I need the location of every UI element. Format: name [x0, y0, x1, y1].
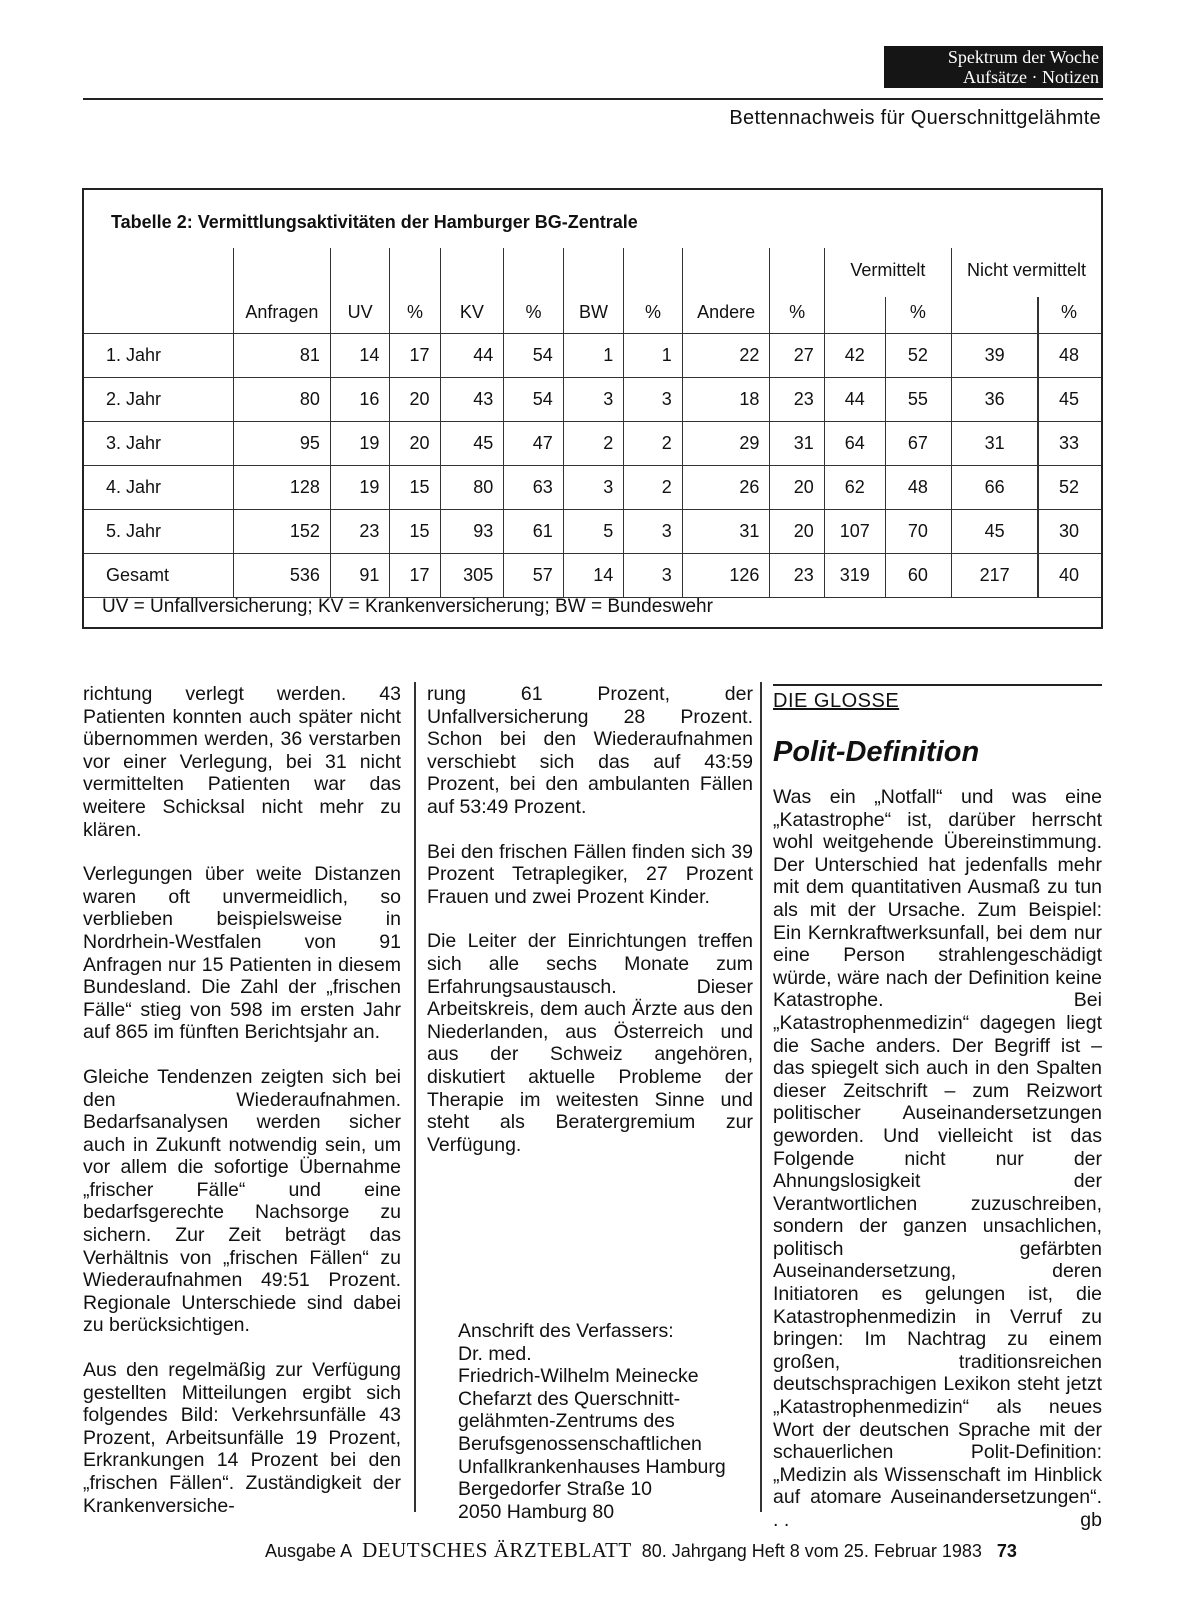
table-title: Tabelle 2: Vermittlungsaktivitäten der Hamburger BG-Zentrale [111, 212, 638, 232]
table-cell: 14 [563, 554, 624, 598]
table-cell-group [824, 554, 951, 598]
table-cell: 319 [839, 565, 870, 585]
page-footer [265, 1538, 1017, 1563]
paragraph: Bei den frischen Fällen finden sich 39 Prozent Tetraplegiker, 27 Prozent Frauen und zwei Prozent Kinder. [427, 840, 753, 908]
address-line: Anschrift des Verfassers: [458, 1320, 674, 1342]
table-cell: 60 [907, 565, 928, 585]
paragraph: Die Leiter der Einrichtungen treffen sich alle sechs Monate zum Erfahrungsaustausch. Dieser Arbeitskreis, dem auch Ärzte aus den Niederlanden, aus Österreich und aus der Schweiz angehören, diskutiert aktuelle Probleme der Therapie im weitesten Sinne und steht als Beratergremium zur Verfügung. [427, 930, 753, 1156]
table-cell: 91 [330, 554, 390, 598]
address-line: Friedrich-Wilhelm Meinecke [458, 1365, 699, 1388]
table-cell: 1. Jahr [84, 334, 233, 378]
header-cell: % [624, 248, 682, 334]
table-cell: 19 [330, 466, 390, 510]
table-cell: 2. Jahr [84, 378, 233, 422]
header-cell: KV [440, 248, 504, 334]
footer-issue: 80. Jahrgang Heft 8 vom 25. Februar 1983 [641, 1541, 982, 1561]
table-cell: 42 [844, 345, 865, 365]
table-cell: 20 [390, 378, 440, 422]
table-cell: 45 [984, 521, 1005, 541]
glosse-body: Was ein „Notfall“ und was eine „Katastrophe“ ist, darüber herrscht wohl weitgehende Übereinstimmung. Der Unterschied hat jedenfalls mehr mit dem quantitativen Ausmaß zu tun als mit der Ursache. Zum Beispiel: Ein Kernkraftwerksunfall, bei dem nur eine Person strahlengeschädigt würde, wäre nach der Definition keine Katastrophe. Bei „Katastrophenmedizin“ dagegen liegt die Sache anders. Der Begriff ist – das spiegelt sich auch in den Spalten dieser Zeitschrift – zum Reizwort politischer Auseinandersetzungen geworden. Und vielleicht ist das Folgende nicht nur der Ahnungslosigkeit der Verantwortlichen zuzuschreiben, sondern der ganzen unsachlichen, politisch gefärbten Auseinandersetzung, deren Initiatoren es gelungen ist, die Katastrophenmedizin in Verruf zu bringen: Im Nachtrag zu einem großen, traditionsreichen deutschsprachigen Lexikon steht jetzt „Katastrophenmedizin“ als neues Wort der deutschen Sprache mit der schauerlichen Polit-Definition: „Medizin als Wissenschaft im Hinblick auf atomare Auseinandersetzungen“. . . [773, 786, 1102, 1531]
table-cell: 45 [440, 422, 504, 466]
table-cell: 128 [233, 466, 330, 510]
glosse-signature: gb [1080, 1509, 1102, 1531]
table-cell: 44 [440, 334, 504, 378]
table-row [84, 554, 1101, 598]
table-cell: 2 [563, 422, 624, 466]
group-label-vermittelt: Vermittelt [850, 260, 926, 280]
table-header-row [84, 248, 1101, 334]
table-cell: 3 [624, 378, 682, 422]
table-cell: 1 [563, 334, 624, 378]
table-cell-group [952, 510, 1101, 554]
table-cell: 2 [624, 422, 682, 466]
table-cell: 44 [844, 389, 865, 409]
table-cell: 3 [563, 378, 624, 422]
table-cell: 23 [770, 378, 824, 422]
author-address [458, 1320, 726, 1523]
address-line: gelähmten-Zentrums des [458, 1410, 675, 1433]
paragraph: Verlegungen über weite Distanzen waren oft unvermeidlich, so verblieben beispielsweise in Nordrhein-Westfalen von 91 Anfragen nur 15 Patienten in diesem Bundesland. Die Zahl der „frischen Fälle“ stieg von 598 im ersten Jahr auf 865 im fünften Berichtsjahr an. [83, 863, 401, 1044]
table-cell: 54 [504, 378, 564, 422]
paragraph: Aus den regelmäßig zur Verfügung gestellten Mitteilungen ergibt sich folgendes Bild: Verkehrsunfälle 43 Prozent, Arbeitsunfälle 19 Prozent, Erkrankungen 14 Prozent bei den „frischen Fällen“. Zuständigkeit der Krankenversiche- [83, 1359, 401, 1517]
table-cell: 14 [330, 334, 390, 378]
table-cell: 31 [770, 422, 824, 466]
table-cell: 63 [504, 466, 564, 510]
header-cell: Anfragen [233, 248, 330, 334]
table-cell: 66 [984, 477, 1005, 497]
paragraph: rung 61 Prozent, der Unfallversicherung 28 Prozent. Schon bei den Wiederaufnahmen verschiebt sich das auf 43:59 Prozent, bei den ambulanten Fällen auf 53:49 Prozent. [427, 683, 753, 818]
header-vermittelt [824, 248, 951, 334]
header-rule [83, 98, 1103, 100]
table-cell: 1 [624, 334, 682, 378]
table-cell: 20 [390, 422, 440, 466]
table-cell: 3 [624, 554, 682, 598]
table-cell: 20 [770, 466, 824, 510]
address-line: Unfallkrankenhauses Hamburg [458, 1455, 726, 1478]
text-column-1 [83, 683, 401, 1539]
table-cell: 64 [844, 433, 865, 453]
address-line: 2050 Hamburg 80 [458, 1500, 615, 1523]
table-cell: 93 [440, 510, 504, 554]
table-cell: 3 [563, 466, 624, 510]
table-cell: 23 [770, 554, 824, 598]
table-row [84, 510, 1101, 554]
header-cell: % [504, 248, 564, 334]
table-cell: 45 [1059, 389, 1080, 409]
table-cell: 126 [682, 554, 770, 598]
header-pct: % [1061, 302, 1078, 322]
table-cell: 5 [563, 510, 624, 554]
table-row [84, 466, 1101, 510]
table-cell: 52 [1059, 477, 1080, 497]
table-cell: 29 [682, 422, 770, 466]
table-cell: 305 [440, 554, 504, 598]
table-cell: 61 [504, 510, 564, 554]
table-cell: 4. Jahr [84, 466, 233, 510]
table-cell: 33 [1059, 433, 1080, 453]
table-cell: 15 [390, 510, 440, 554]
table-box [82, 188, 1103, 629]
table-cell: 27 [770, 334, 824, 378]
table-cell: 48 [907, 477, 928, 497]
table-cell: 30 [1059, 521, 1080, 541]
paragraph: Gleiche Tendenzen zeigten sich bei den Wiederaufnahmen. Bedarfsanalysen werden sicher auch in Zukunft notwendig sein, um vor allem die sofortige Übernahme „frischer Fälle“ und eine bedarfsgerechte Nachsorge zu sichern. Zur Zeit beträgt das Verhältnis von „frischen Fällen“ zu Wiederaufnahmen 49:51 Prozent. Regionale Unterschiede sind dabei zu berücksichtigen. [83, 1065, 401, 1337]
glosse-label: DIE GLOSSE [773, 690, 900, 712]
table-cell: 43 [440, 378, 504, 422]
table-cell: 5. Jahr [84, 510, 233, 554]
table-cell: 52 [907, 345, 928, 365]
table-cell: 2 [624, 466, 682, 510]
data-table [84, 248, 1101, 598]
address-line: Chefarzt des Querschnitt- [458, 1387, 681, 1410]
table-cell: 70 [907, 521, 928, 541]
column-divider [414, 682, 416, 1512]
table-cell: 152 [233, 510, 330, 554]
address-line: Berufsgenossenschaftlichen [458, 1432, 702, 1455]
table-cell: 107 [839, 521, 870, 541]
table-cell: 80 [440, 466, 504, 510]
badge-line-2: Aufsätze · Notizen [963, 67, 1099, 87]
table-cell: 36 [984, 389, 1005, 409]
table-cell-group [824, 466, 951, 510]
table-row [84, 422, 1101, 466]
header-cell: Andere [682, 248, 770, 334]
table-cell: 536 [233, 554, 330, 598]
glosse-text [773, 786, 1102, 1532]
table-cell-group [824, 378, 951, 422]
table-cell-group [824, 334, 951, 378]
page-number: 73 [996, 1541, 1017, 1561]
table-cell: 31 [984, 433, 1005, 453]
table-cell: 54 [504, 334, 564, 378]
table-cell: 22 [682, 334, 770, 378]
table-cell: 95 [233, 422, 330, 466]
header-cell: BW [563, 248, 624, 334]
table-cell: 80 [233, 378, 330, 422]
table-cell-group [952, 378, 1101, 422]
table-cell: 15 [390, 466, 440, 510]
table-cell: 3 [624, 510, 682, 554]
table-cell: 3. Jahr [84, 422, 233, 466]
table-cell-group [824, 422, 951, 466]
glosse-column [773, 786, 1102, 1532]
text-column-2 [427, 683, 753, 1178]
address-line: Bergedorfer Straße 10 [458, 1478, 653, 1501]
table-cell-group [952, 466, 1101, 510]
table-legend: UV = Unfallversicherung; KV = Krankenversicherung; BW = Bundeswehr [102, 596, 713, 617]
group-label-nicht: Nicht vermittelt [967, 260, 1087, 280]
column-divider [760, 682, 762, 1512]
table-cell: 62 [844, 477, 865, 497]
address-line: Dr. med. [458, 1342, 532, 1365]
table-cell: 23 [330, 510, 390, 554]
footer-edition: Ausgabe A [265, 1541, 353, 1561]
footer-journal: DEUTSCHES ÄRZTEBLATT [362, 1538, 632, 1562]
table-cell: 17 [390, 334, 440, 378]
header-pct: % [909, 302, 926, 322]
table-cell: 39 [984, 345, 1005, 365]
badge-line-1: Spektrum der Woche [947, 47, 1099, 67]
table-cell: 55 [907, 389, 928, 409]
table-cell: 57 [504, 554, 564, 598]
paragraph: richtung verlegt werden. 43 Patienten konnten auch später nicht übernommen werden, 36 verstarben vor einer Verlegung, bei 31 nicht vermittelten Patienten war das weitere Schicksal nicht mehr zu klären. [83, 683, 401, 841]
table-cell: 26 [682, 466, 770, 510]
table-cell: 31 [682, 510, 770, 554]
table-cell: Gesamt [84, 554, 233, 598]
table-cell-group [824, 510, 951, 554]
table-row [84, 378, 1101, 422]
section-badge [884, 46, 1103, 88]
header-cell: UV [330, 248, 390, 334]
table-cell: 81 [233, 334, 330, 378]
header-cell: % [390, 248, 440, 334]
table-cell: 18 [682, 378, 770, 422]
table-body [84, 334, 1101, 598]
header-cell: % [770, 248, 824, 334]
table-cell: 67 [907, 433, 928, 453]
table-cell: 19 [330, 422, 390, 466]
table-cell: 40 [1059, 565, 1080, 585]
table-cell: 47 [504, 422, 564, 466]
table-cell-group [952, 554, 1101, 598]
glosse-title: Polit-Definition [773, 736, 980, 768]
table-cell: 17 [390, 554, 440, 598]
glosse-rule [773, 684, 1102, 686]
table-cell: 217 [979, 565, 1010, 585]
table-cell: 48 [1059, 345, 1080, 365]
table-row [84, 334, 1101, 378]
table-cell-group [952, 422, 1101, 466]
header-cell [84, 248, 233, 334]
running-title: Bettennachweis für Querschnittgelähmte [729, 107, 1101, 129]
table-cell-group [952, 334, 1101, 378]
table-cell: 16 [330, 378, 390, 422]
header-nicht-vermittelt [952, 248, 1101, 334]
table-cell: 20 [770, 510, 824, 554]
